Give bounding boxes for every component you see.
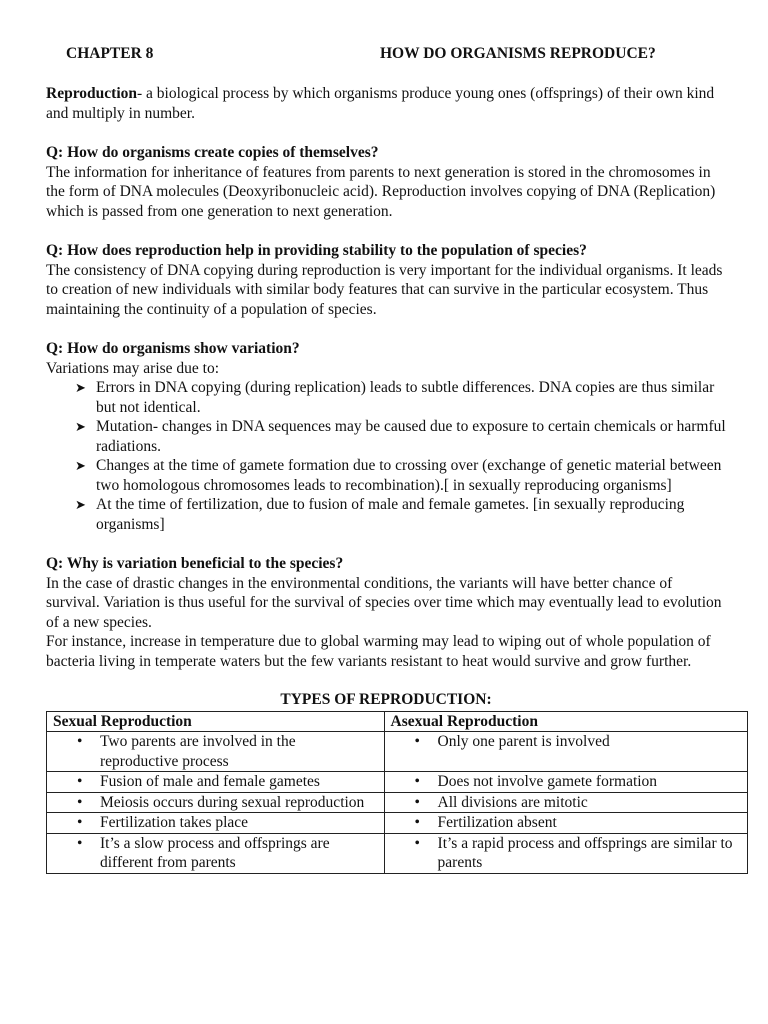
table-cell: All divisions are mitotic [437,793,588,811]
table-cell: Fertilization absent [437,814,557,831]
answer-text: Variations may arise due to: [46,359,220,377]
document-page [46,44,733,874]
section-stability [46,241,726,319]
list-item: ➤ Errors in DNA copying (during replication) leads to subtle differences. DNA copies are thus similar but not identical. [75,379,715,416]
bullet-icon: • [414,814,420,831]
intro-paragraph [46,84,726,123]
question-heading: Q: How does reproduction help in providing stability to the population of species? [46,242,587,259]
variation-list [46,378,726,534]
table-cell: It’s a slow process and offsprings are different from parents [100,834,330,871]
bullet-icon: • [77,834,83,852]
table-cell: Fertilization takes place [100,814,249,831]
intro-term: Reproduction [46,85,138,102]
table-cell: It’s a rapid process and offsprings are similar to parents [437,834,733,871]
table-cell: Only one parent is involved [437,733,610,750]
reproduction-table [46,711,748,874]
column-header-asexual: Asexual Reproduction [384,711,747,732]
intro-definition: - a biological process by which organisms produce young ones (offsprings) of their own kind and multiply in number. [46,85,715,122]
section-variation [46,339,726,534]
table-cell: Two parents are involved in the reproductive process [100,733,296,770]
section-beneficial [46,554,726,671]
question-heading: Q: Why is variation beneficial to the species? [46,555,344,572]
bullet-icon: • [77,814,83,831]
list-item: ➤ At the time of fertilization, due to fusion of male and female gametes. [in sexually reproducing organisms] [75,496,685,533]
arrow-bullet-icon: ➤ [75,497,86,512]
arrow-bullet-icon: ➤ [75,419,86,434]
table-row [47,792,748,813]
column-header-sexual: Sexual Reproduction [47,711,385,732]
section-copies [46,143,726,221]
table-row [47,833,748,873]
list-item: ➤ Changes at the time of gamete formation due to crossing over (exchange of genetic material between two homologous chromosomes leads to recombination).[ in sexually reproducing organisms] [75,457,722,494]
table-row [47,813,748,834]
arrow-bullet-icon: ➤ [75,458,86,473]
list-item: ➤ Mutation- changes in DNA sequences may be caused due to exposure to certain chemicals or harmful radiations. [75,418,726,455]
arrow-bullet-icon: ➤ [75,380,86,395]
question-heading: Q: How do organisms create copies of themselves? [46,144,379,161]
answer-text-example: For instance, increase in temperature due to global warming may lead to wiping out of whole population of bacteria living in temperate waters but the few variants resistant to heat would survive and grow further. [46,633,711,670]
chapter-number: CHAPTER 8 [66,45,154,62]
answer-text: The information for inheritance of features from parents to next generation is stored in the chromosomes in the form of DNA molecules (Deoxyribonucleic acid). Reproduction involves copying of DNA (Replication) which is passed from one generation to next generation. [46,163,716,220]
bullet-icon: • [77,793,83,811]
bullet-icon: • [414,773,420,790]
table-row [47,772,748,793]
chapter-title: HOW DO ORGANISMS REPRODUCE? [380,45,656,62]
question-heading: Q: How do organisms show variation? [46,340,300,357]
answer-text: The consistency of DNA copying during reproduction is very important for the individual organisms. It leads to creation of new individuals with similar body features that can survive in the particular ecosystem. Thus maintaining the continuity of a population of species. [46,261,723,318]
bullet-icon: • [414,834,420,852]
types-title: TYPES OF REPRODUCTION: [280,691,492,708]
bullet-icon: • [414,733,420,750]
table-header-row [47,711,748,732]
answer-text: In the case of drastic changes in the environmental conditions, the variants will have better chance of survival. Variation is thus useful for the survival of species over time which may eventually lead to evolution of a new species. [46,574,722,631]
table-row [47,732,748,772]
chapter-header [46,44,726,64]
bullet-icon: • [77,733,83,750]
bullet-icon: • [77,773,83,790]
table-cell: Does not involve gamete formation [437,773,658,790]
bullet-icon: • [414,793,420,811]
table-cell: Meiosis occurs during sexual reproduction [100,793,365,811]
table-cell: Fusion of male and female gametes [100,773,320,790]
